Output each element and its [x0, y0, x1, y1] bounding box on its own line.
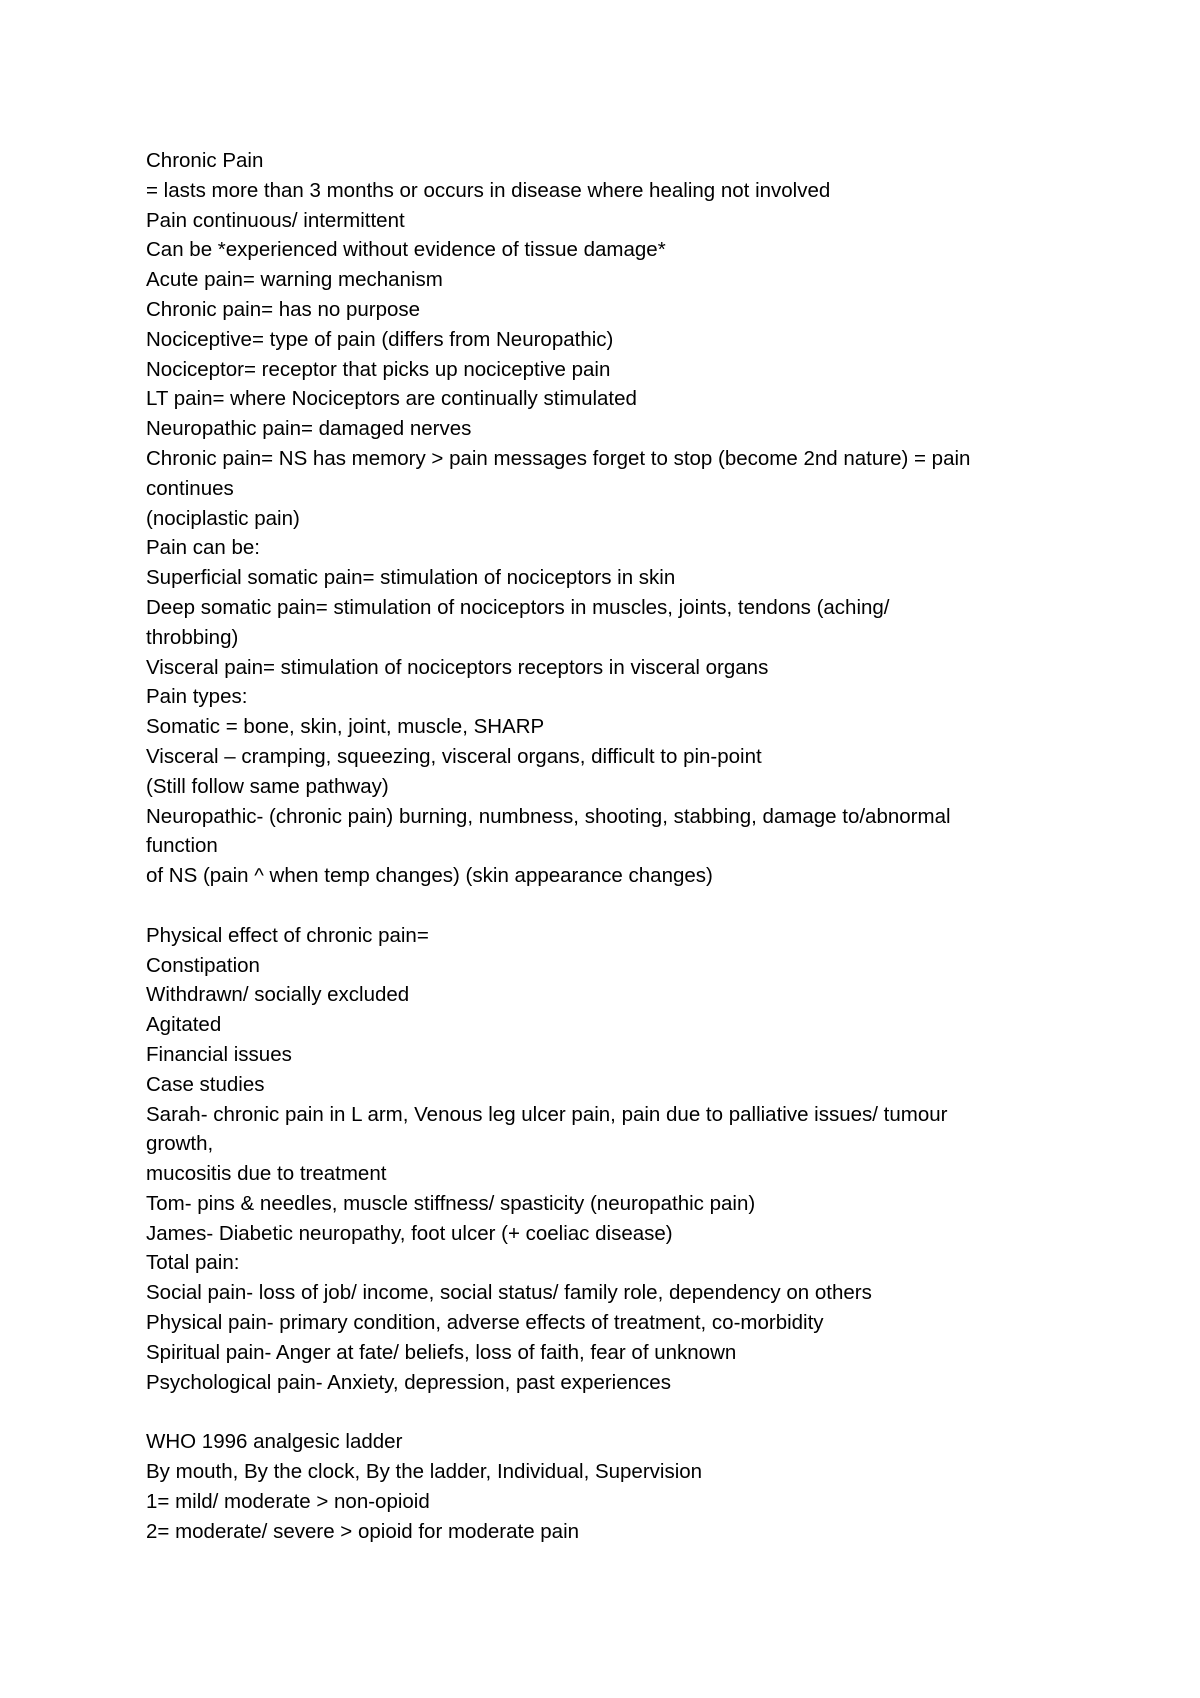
- text-line: continues: [146, 476, 234, 500]
- text-line: Sarah- chronic pain in L arm, Venous leg ulcer pain, pain due to palliative issues/ tumour: [146, 1102, 948, 1126]
- text-line: Chronic pain= has no purpose: [146, 297, 421, 321]
- blank-line: [146, 891, 1066, 921]
- text-line: 1= mild/ moderate > non-opioid: [146, 1489, 430, 1513]
- text-line: James- Diabetic neuropathy, foot ulcer (+ coeliac disease): [146, 1221, 673, 1245]
- blank-line: [146, 1397, 1066, 1427]
- text-line: Visceral pain= stimulation of nociceptors receptors in visceral organs: [146, 655, 769, 679]
- text-line: LT pain= where Nociceptors are continually stimulated: [146, 387, 637, 411]
- text-line: Neuropathic pain= damaged nerves: [146, 417, 472, 441]
- text-line: Psychological pain- Anxiety, depression, past experiences: [146, 1370, 671, 1394]
- text-line: Superficial somatic pain= stimulation of nociceptors in skin: [146, 566, 676, 590]
- text-line: (nociplastic pain): [146, 506, 300, 530]
- document-body: [146, 146, 1066, 1546]
- text-line: Pain can be:: [146, 536, 260, 560]
- text-line: (Still follow same pathway): [146, 774, 389, 798]
- text-line: throbbing): [146, 625, 239, 649]
- text-line: Pain continuous/ intermittent: [146, 208, 405, 232]
- text-line: Social pain- loss of job/ income, social status/ family role, dependency on others: [146, 1281, 872, 1305]
- text-line: Visceral – cramping, squeezing, visceral organs, difficult to pin-point: [146, 744, 762, 768]
- text-line: Agitated: [146, 1013, 222, 1037]
- text-line: Chronic pain= NS has memory > pain messages forget to stop (become 2nd nature) = pain: [146, 446, 971, 470]
- text-line: of NS (pain ^ when temp changes) (skin appearance changes): [146, 864, 713, 888]
- text-line: Deep somatic pain= stimulation of nociceptors in muscles, joints, tendons (aching/: [146, 595, 890, 619]
- text-line: Neuropathic- (chronic pain) burning, numbness, shooting, stabbing, damage to/abnormal: [146, 804, 951, 828]
- text-line: Physical effect of chronic pain=: [146, 923, 429, 947]
- text-line: Physical pain- primary condition, adverse effects of treatment, co-morbidity: [146, 1311, 824, 1335]
- text-line: Tom- pins & needles, muscle stiffness/ spasticity (neuropathic pain): [146, 1191, 756, 1215]
- text-line: Nociceptor= receptor that picks up nociceptive pain: [146, 357, 611, 381]
- text-line: Spiritual pain- Anger at fate/ beliefs, loss of faith, fear of unknown: [146, 1340, 737, 1364]
- text-line: Nociceptive= type of pain (differs from Neuropathic): [146, 327, 614, 351]
- text-line: Can be *experienced without evidence of tissue damage*: [146, 238, 666, 262]
- text-line: function: [146, 834, 218, 858]
- text-line: Acute pain= warning mechanism: [146, 268, 443, 292]
- document-title: Chronic Pain: [146, 149, 264, 172]
- text-line: growth,: [146, 1132, 214, 1156]
- text-line: 2= moderate/ severe > opioid for moderate pain: [146, 1519, 580, 1543]
- text-line: Somatic = bone, skin, joint, muscle, SHARP: [146, 715, 545, 739]
- text-line: By mouth, By the clock, By the ladder, Individual, Supervision: [146, 1460, 703, 1484]
- text-line: Total pain:: [146, 1251, 240, 1275]
- text-line: Pain types:: [146, 685, 248, 709]
- text-line: Financial issues: [146, 1042, 292, 1066]
- text-line: mucositis due to treatment: [146, 1162, 387, 1186]
- text-line: Constipation: [146, 953, 260, 977]
- text-line: = lasts more than 3 months or occurs in disease where healing not involved: [146, 178, 831, 202]
- text-line: Case studies: [146, 1072, 265, 1096]
- text-line: WHO 1996 analgesic ladder: [146, 1430, 403, 1454]
- text-line: Withdrawn/ socially excluded: [146, 983, 410, 1007]
